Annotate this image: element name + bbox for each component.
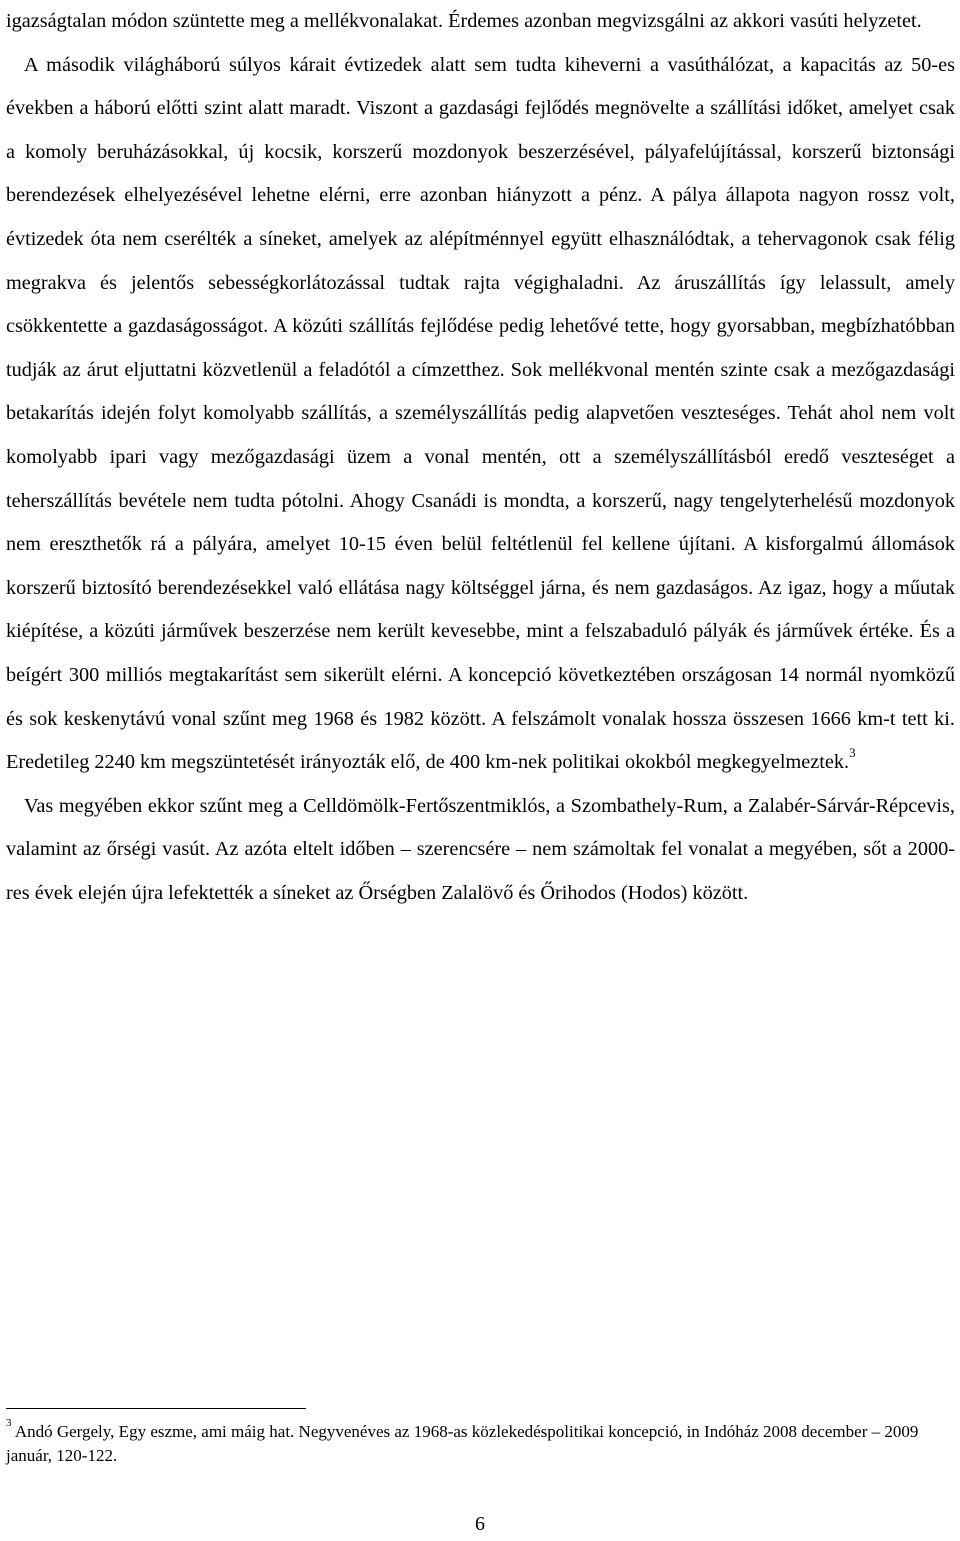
paragraph-text: igazságtalan módon szüntette meg a mellékvonalakat. Érdemes azonban megvizsgálni az akkori vasúti helyzetet. [6,10,922,32]
footnote-text: Andó Gergely, Egy eszme, ami máig hat. Negyvenéves az 1968-as közlekedéspolitikai koncepció, in Indóház 2008 december – 2009 január, 120-122. [6,1422,919,1465]
footnote-marker: 3 [6,1417,12,1430]
page-number: 6 [475,1513,485,1535]
footnote-separator [6,1408,306,1409]
paragraph-text: A második világháború súlyos kárait évtizedek alatt sem tudta kiheverni a vasúthálózat, a kapacitás az 50-es években a háború előtti szint alatt maradt. Viszont a gazdasági fejlődés megnövelte a szállítási időket, amelyet csak a komoly beruházásokkal, új kocsik, korszerű mozdonyok beszerzésével, pályafelújítással, korszerű biztonsági berendezések elhelyezésével lehetne elérni, erre azonban hiányzott a pénz. A pálya állapota nagyon rossz volt, évtizedek óta nem cserélték a síneket, amelyek az alépítménnyel együtt elhasználódtak, a tehervagonok csak félig megrakva és jelentős sebességkorlátozással tudtak rajta végighaladni. Az áruszállítás így lelassult, amely csökkentette a gazdaságosságot. A közúti szállítás fejlődése pedig lehetővé tette, hogy gyorsabban, megbízhatóbban tudják az árut eljuttatni közvetlenül a feladótól a címzetthez. Sok mellékvonal mentén szinte csak a mezőgazdasági betakarítás idején folyt komolyabb szállítás, a személyszállítás pedig alapvetően veszteséges. Tehát ahol nem volt komolyabb ipari vagy mezőgazdasági üzem a vonal mentén, ott a személyszállításból eredő veszteséget a teherszállítás bevétele nem tudta pótolni. Ahogy Csanádi is mondta, a korszerű, nagy tengelyterhelésű mozdonyok nem ereszthetők rá a pályára, amelyet 10-15 éven belül feltétlenül fel kellene újítani. A kisforgalmú állomások korszerű biztosító berendezésekkel való ellátása nagy költséggel járna, és nem gazdaságos. Az igaz, hogy a műutak kiépítése, a közúti járművek beszerzése nem került kevesebbe, mint a felszabaduló pályák és járművek értéke. És a beígért 300 milliós megtakarítást sem sikerült elérni. A koncepció következtében országosan 14 normál nyomközű és sok keskenytávú vonal szűnt meg 1968 és 1982 között. A felszámolt vonalak hossza összesen 1666 km-t tett ki. Eredetileg 2240 km megszüntetését irányozták elő, de 400 km-nek politikai okokból megkegyelmeztek. [6,53,955,774]
paragraph-continuation [6,0,955,44]
paragraph-railway-situation [6,44,955,785]
footnote [6,1417,955,1468]
footnote-reference: 3 [849,745,856,761]
body-text [6,0,955,915]
paragraph-vas-county [6,785,955,916]
paragraph-text: Vas megyében ekkor szűnt meg a Celldömölk-Fertőszentmiklós, a Szombathely-Rum, a Zalabér-Sárvár-Répcevis, valamint az őrségi vasút. Az azóta eltelt időben – szerencsére – nem számoltak fel vonalat a megyében, sőt a 2000-res évek elején újra lefektették a síneket az Őrségben Zalalövő és Őrihodos (Hodos) között. [6,794,955,904]
